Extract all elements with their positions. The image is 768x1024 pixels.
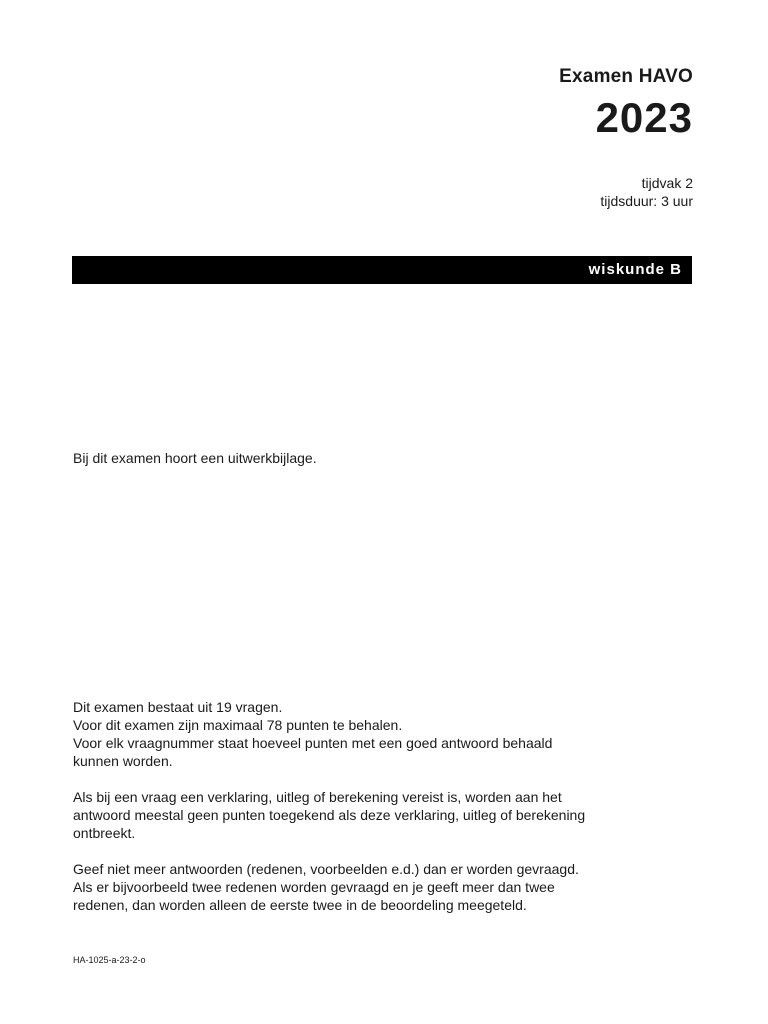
exam-duration: tijdsduur: 3 uur: [600, 193, 693, 209]
instruction-line: Voor elk vraagnummer staat hoeveel punten met een goed antwoord behaald: [73, 735, 553, 751]
instruction-line: kunnen worden.: [73, 753, 173, 769]
instruction-line: Als bij een vraag een verklaring, uitleg of berekening vereist is, worden aan het: [73, 789, 562, 805]
exam-title: Examen HAVO: [559, 66, 693, 87]
instruction-line: Dit examen bestaat uit 19 vragen.: [73, 699, 283, 715]
instructions: [73, 698, 693, 932]
instruction-line: Voor dit examen zijn maximaal 78 punten te behalen.: [73, 717, 403, 733]
instruction-line: redenen, dan worden alleen de eerste twee in de beoordeling meegeteld.: [73, 897, 527, 913]
instruction-line: Als er bijvoorbeeld twee redenen worden gevraagd en je geeft meer dan twee: [73, 879, 555, 895]
exam-period: tijdvak 2: [641, 175, 693, 191]
attachment-note: Bij dit examen hoort een uitwerkbijlage.: [73, 450, 317, 466]
instruction-line: ontbreekt.: [73, 825, 136, 841]
subject-bar: [72, 256, 692, 284]
document-code: HA-1025-a-23-2-o: [73, 955, 146, 965]
exam-meta: [600, 174, 693, 210]
exam-year: 2023: [595, 94, 693, 141]
instruction-line: Geef niet meer antwoorden (redenen, voorbeelden e.d.) dan er worden gevraagd.: [73, 861, 579, 877]
instructions-paragraph-3: [73, 860, 693, 914]
subject-label: wiskunde B: [588, 261, 682, 278]
instructions-paragraph-1: [73, 698, 693, 770]
instructions-paragraph-2: [73, 788, 693, 842]
instruction-line: antwoord meestal geen punten toegekend als deze verklaring, uitleg of berekening: [73, 807, 586, 823]
